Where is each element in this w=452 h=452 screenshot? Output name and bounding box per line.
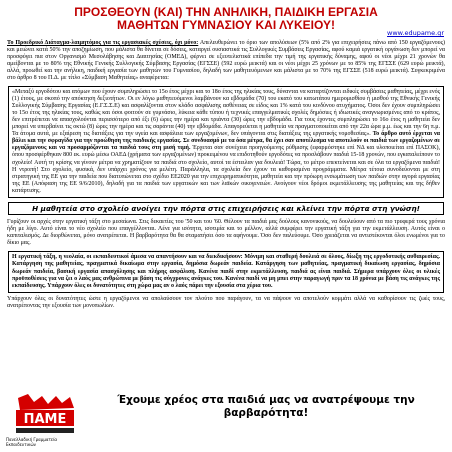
pame-logo [12, 390, 78, 436]
quote-tail: Έρχεται σαν συνέχεια προηγούμενης ρύθμισης (εφαρμόστηκε επί ΝΔ και υλοποιείται επί ΠΑΣΟΚ), όπου προσφέρθηκαν 800 εκ. ευρώ μέσω ΟΑΕΔ (χρήματα των εργαζομένων) προκειμένου να επιδοτηθούν εργοδότες να προσλάβουν παιδιά 15-18 χρονών, που εγκαταλείπουν το σχολείο! Αυτή τη κρίσης να γίνουν μέτρα να χρηματίζουν τα παιδιά στο σχολείο, αυτοί τα έστειλαν για δουλειά! Τώρα, το μέτρο επεκτείνεται και σε όλα τα εργαζόμενα παιδιά! Η ντροπή! Στο σχολείο, φυσικά, δεν υπάρχει χρόνος για μελέτη. Παράλληλα, τα σχολεία δεν έχουν τα καθορισμένα προγράμματα. Μέτρα τέτοια συνοδεύονται με στη στρατηγική της ΕΕ για την παιδεία που διατυπώνεται στο σχέδιο ΕΕ2020 για την επιχειρηματικότητα, μαθητεία και την πρόωρη ενσωμάτωση των παιδιών στην αγορά εργασίας της ΕΕ (Απόφαση της ΕΕ 9/6/2010), δηλαδή για τα παιδιά των εργατικών και των λαϊκών οικογενειών. Ανοίγουν νέοι δρόμοι εκμετάλλευσης της μαθητείας και της δήθεν κατάρτισης. [12, 145, 440, 194]
demand-text: Η εργατική τάξη, η νεολαία, οι εκπαιδευτικοί άμεσα να απαντήσουν και να διεκδικήσουν: Μόνιμη και σταθερή δουλειά σε όλους, δίωξη της εργοδοτικής αυθαιρεσίας. Κατάργηση της μαθητείας, πραγματικά δικαίωμα στην εργασία, δημόσια δωρεάν παιδεία. Κατάργηση των μαθητείας, πραγματική δικαίωση εργασίας, δημόσια δωρεάν παιδεία, βασική εργασία απασχόλησης και πλήρης ασφάλιση. Κανένα παιδί στην εκμετάλλευση, παιδιά ας είναι παιδιά. [12, 254, 440, 275]
flyer-page [4, 4, 448, 448]
quote-box [8, 86, 444, 198]
flyer-footer [4, 388, 448, 447]
slogan-line-2: βαρβαρότητα! [223, 407, 309, 419]
quote-text: «Μεταξύ εργοδότου και ατόμων που έχουν συμπληρώσει το 15ο έτος μέχρι και το 18ο έτος της ηλικίας τους, δύνανται να καταρτίζονται ειδικές συμβάσεις μαθητείας, μέχρι ενός (1) έτους, με σκοπό την απόκτηση δεξιοτήτων. Οι εν λόγω μαθητευόμενοι λαμβάνουν κα εβδομάδα (70) του εκατό του κατωτάτου ημερομισθίου ή μισθού της Εθνικής Γενικής Συλλογικής Σύμβασης Εργασίας (Ε.Γ.Σ.Σ.Ε) και ασφαλίζονται στον κλάδο ασφάλισης ασθένειας σε είδος και 1% κατά του κινδύνου ατυχήματος. Όσοι δεν έχουν συμπληρώσει το 15ο έτος της ηλικίας τους, καθώς και όσοι φοιτούν σε γυμνάσιο, λύκεια κάθε τύπου ή τεχνικές επαγγελματικές σχολές δημόσιες ή ιδιωτικές αναγνωρισμένες από το κράτος, δεν επιτρέπεται να απασχολούνται περισσότερο από έξι (6) ώρες την ημέρα και τριάντα (30) ώρες την εβδομάδα. Για τους έχοντες συμπληρώσει το 16ο έτος η μαθητεία δεν μπορεί να υπερβαίνει τις οκτώ (8) ώρες την ημέρα και τις σαράντα (40) την εβδομάδα. Απαγορεύεται η μαθητεία να πραγματοποιείται από την 22α ώρα μ.μ. έως και την 6η π.μ. Τα άτομα αυτά, με εξαίρεση τις διατάξεις για την υγεία και ασφάλεια των εργαζομένων, δεν υπάγονται στις διατάξεις της εργατικής νομοθεσίας». [12, 88, 440, 138]
quote-emphasis: Το άρθρο αυτό έρχεται να βάλει και την σφραγίδα για την προώθηση της παιδικής εργασίας. Σε συνδυασμό με τα όσα μέτρα, θα έχει σαν αποτέλεσμα να αποτελούν οι παιδιά των εργαζομένων σε εργαζόμενους και να προσαρμόζονται τα παιδιά τους στη μισή τιμή. [12, 131, 441, 152]
logo-underbar [16, 428, 74, 433]
logo-flag-shape [18, 394, 74, 410]
logo-wordmark: ΠΑΜΕ [23, 412, 67, 427]
website-link[interactable]: www.edupame.gr [387, 29, 444, 37]
middle-text-2: Αυτός είναι ο καπιταλισμός. Δε διορθώνεται, μόνο ανατρέπεται. Η βαρβαρότητα θα θα σταματήσει όσο τα αφήνουμε. Όσο δεν παλεύουμε. Όσο χρειάζεται να αντιστέκονται όλοι ενωμένοι για το δίκιο μας. [7, 226, 445, 247]
logo-caption: Πανελλαδική Γραμματεία Εκπαιδευτικών [6, 437, 58, 447]
middle-paragraph [7, 219, 445, 247]
lead-text: Απελευθερώνει το όριο των απολύσεων (5% από 2% για επιχειρήσεις πάνω από 150 εργαζόμενους) και μειώνει κατά 50% την αποζημίωση, που μάλιστα θα δίνεται σε δόσεις, καταργεί ουσιαστικά τις Συλλογικές Συμβάσεις Εργασίας, αφού καμιά εργατική οργάνωση δεν μπορεί να προσφύγει πια στον Οργανισμό Μεσολάβησης και Διαιτησίας (ΟΜΕΔ), φέρνει σε εξευτελιστικά επίπεδα την τιμή της εργατικής δύναμης, αφού οι νέοι μέχρι 21 χρονών θα αμείβονται με το 80% της Εθνικής Γενικής Συλλογικής Σύμβασης Εργασίας (ΕΓΣΣΕ) (592 ευρώ μεικτά) και οι νέοι μέχρι 25 χρόνων με το 85% της ΕΓΣΣΕ (629 ευρώ μεικτά), αλλά, προωθεί και την ανήλικη, παιδική εργασία των μαθητών του Γυμνασίου, δηλαδή των μαθητευόμενων και μάλιστα με το 70% της ΕΓΣΣΕ (518 ευρώ μεικτά). Συγκεκριμένα στο άρθρο 8 του Π.Δ. με τίτλο «Σύμβαση Μαθητείας» αναφέρεται: [7, 40, 446, 82]
title-line-1: ΠΡΟΣΘΕΟΥΝ (ΚΑΙ) ΤΗΝ ΑΝΗΛΙΚΗ, ΠΑΙΔΙΚΗ ΕΡΓΑΣΙΑ [74, 5, 378, 19]
lead-heading: Το Προεδρικό Διάταγμα-λαιμητόμος για τις εργασιακές σχέσεις, όχι μόνο: [7, 40, 199, 46]
closing-paragraph: Υπάρχουν όλες οι δυνατότητες ώστε η εργαζόμενοι να απολαύσουν τον πλούτο που παράγουν, τα να πάψουν να αποτελούν κομμάτι αλλά να καθορίσουν τις ζωές τους, ανατρέποντας την εξουσία των μονοπωλίων. [7, 295, 445, 309]
banner-statement: Η μαθητεία στο σχολείο ανοίγει την πόρτα στις επιχειρήσεις και κλείνει την πόρτα στη γνώση! [8, 202, 444, 215]
slogan-line-1: Έχουμε χρέος στα παιδιά μας να ανατρέψουμε την [117, 394, 415, 406]
demand-text-2: Σήμερα υπάρχουν όλες οι υλικές προϋποθέσεις για να ζει ο λαός μας ανθρώπινα με βάση τις σύγχρονες ανάγκες του. Κανένα παιδί να μη μπει στην παραγωγή πριν τα 18 χρόνια με βάση τις ανάγκες της εκπαίδευσης. Υπάρχουν όλες οι δυνατότητες στη χώρα μας αν ο λαός πάρει την εξουσία στα χέρια του. [12, 268, 441, 289]
demand-box [8, 251, 444, 292]
middle-text: Γυρίζουν οι αρχές στην εργατική τάξη στο μεσαίωνα. Στις δεκαετίες του '50 και του '60. Θέλουν τα παιδιά μας δούλους κανονικούς, να δουλεύουν από τα πιο τρυφερά τους χρόνια ήδη με λίγο. Αυτό είναι το νέο σχολείο που επαγγέλλονται. Λένε για ισότητα, ισοτιμία και το μέλλον, αλλά συμφέρει την εργατική τάξη για την εκμετάλλευση. [7, 218, 445, 233]
closing-slogan [104, 394, 428, 420]
flyer-header [4, 4, 448, 40]
lead-paragraph [7, 40, 445, 83]
flyer-title [4, 6, 448, 32]
title-line-2: ΜΑΘΗΤΩΝ ΓΥΜΝΑΣΙΟΥ ΚΑΙ ΛΥΚΕΙΟΥ! [117, 18, 335, 32]
